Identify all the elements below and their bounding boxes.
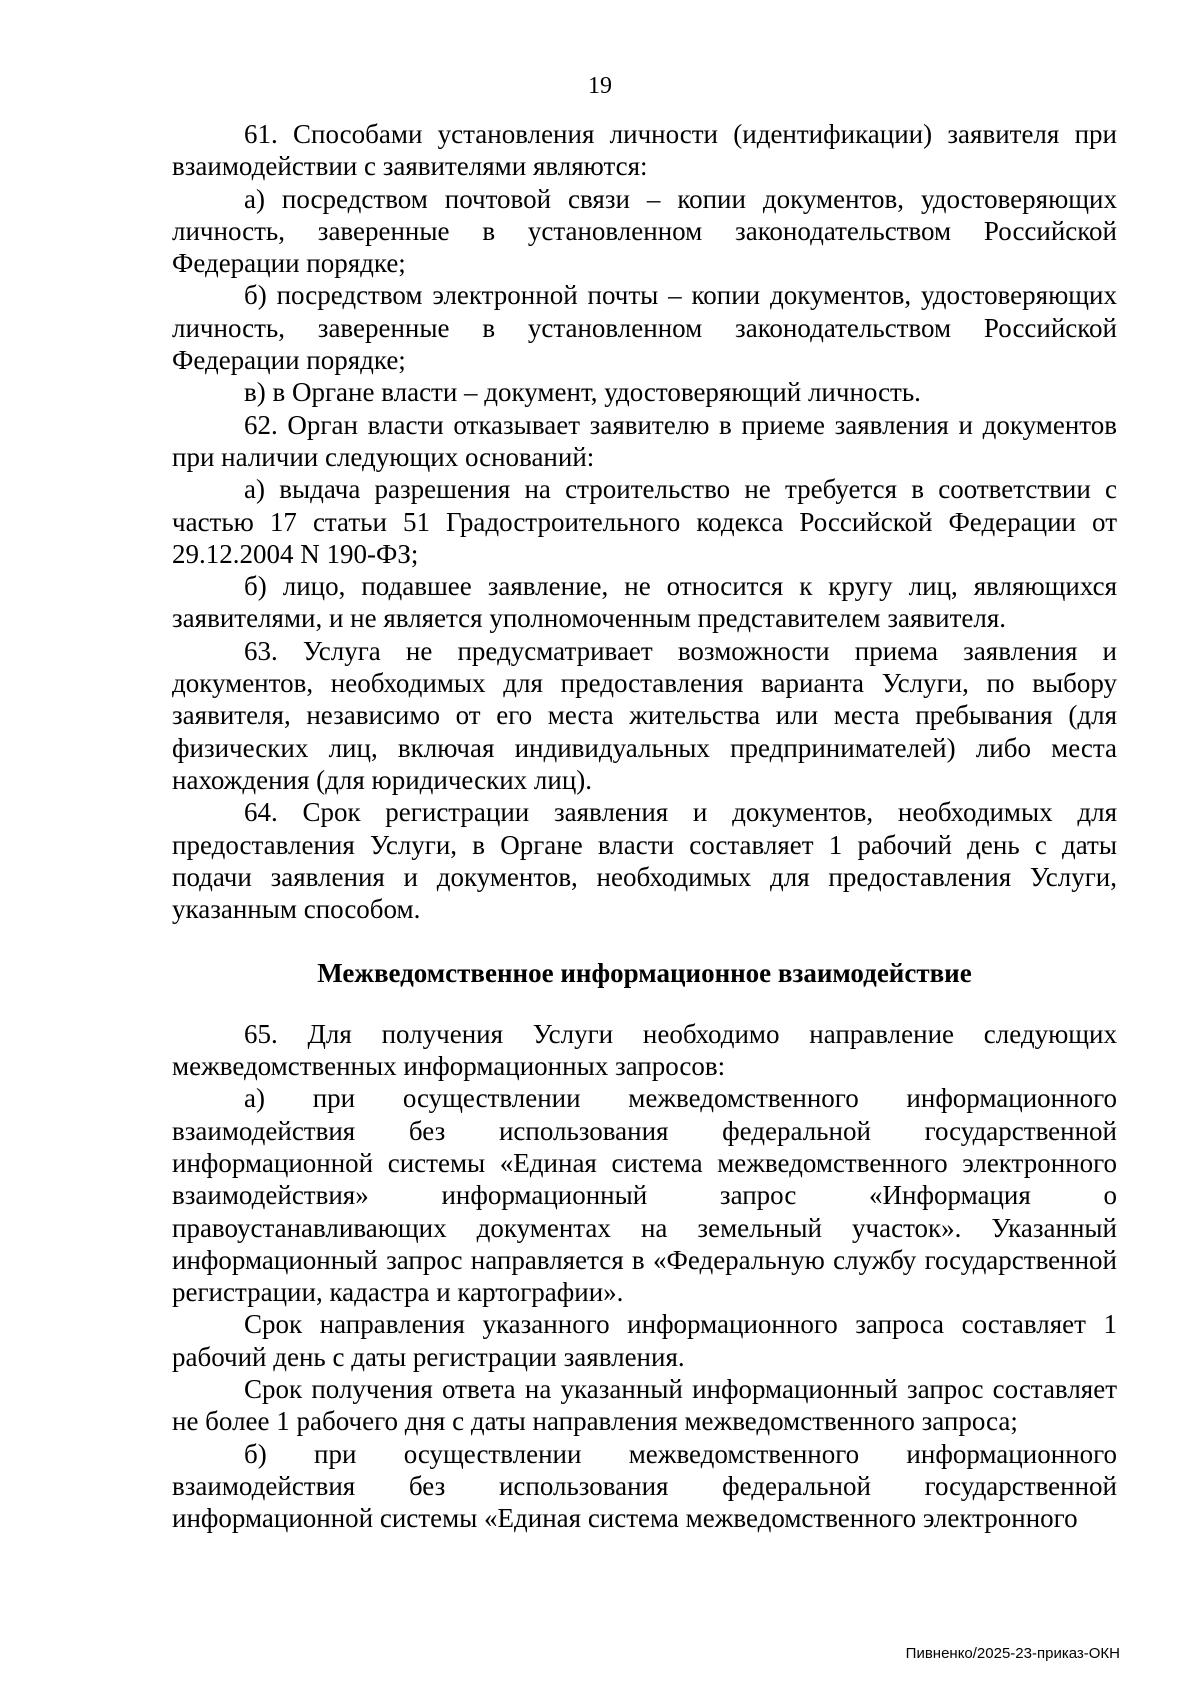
paragraph-61-v: в) в Органе власти – документ, удостоверяющий личность. <box>244 377 921 408</box>
page-number: 19 <box>588 73 612 99</box>
paragraph-62: 62. Орган власти отказывает заявителю в приеме заявления и документов при наличии следующих оснований: <box>172 409 1117 472</box>
paragraph-63: 63. Услуга не предусматривает возможности приема заявления и документов, необходимых для предоставления варианта Услуги, по выбору заявителя, независимо от его места жительства или места пребывания (для физических лиц, включая индивидуальных предпринимателей) либо места нахождения (для юридических лиц). <box>172 635 1117 795</box>
paragraph-65-b: б) при осуществлении межведомственного информационного взаимодействия без использования федеральной государственной информационной системы «Единая система межведомственного электронного <box>172 1438 1117 1534</box>
paragraph-65-a-term-receive: Срок получения ответа на указанный информационный запрос составляет не более 1 рабочего дня с даты направления межведомственного запроса; <box>172 1373 1117 1437</box>
paragraph-62-b: б) лицо, подавшее заявление, не относится к кругу лиц, являющихся заявителями, и не является уполномоченным представителем заявителя. <box>172 571 1117 634</box>
paragraph-64: 64. Срок регистрации заявления и документов, необходимых для предоставления Услуги, в Органе власти составляет 1 рабочий день с даты подачи заявления и документов, необходимых для предоставления Услуги, указанным способом. <box>172 797 1117 925</box>
paragraph-61-b: б) посредством электронной почты – копии документов, удостоверяющих личность, заверенные в установленном законодательством Российской Федерации порядке; <box>172 280 1117 376</box>
paragraph-62-a: а) выдача разрешения на строительство не требуется в соответствии с частью 17 статьи 51 Градостроительного кодекса Российской Федерации от 29.12.2004 N 190-ФЗ; <box>172 474 1117 569</box>
paragraph-61-a: а) посредством почтовой связи – копии документов, удостоверяющих личность, заверенные в установленном законодательством Российской Федерации порядке; <box>172 183 1117 279</box>
document-reference-code: Пивненко/2025-23-приказ-ОКН <box>905 1645 1120 1662</box>
paragraph-65-a-term-send: Срок направления указанного информационного запроса составляет 1 рабочий день с даты регистрации заявления. <box>172 1309 1117 1372</box>
section-heading: Межведомственное информационное взаимодействие <box>317 958 972 989</box>
paragraph-65-a: а) при осуществлении межведомственного информационного взаимодействия без использования федеральной государственной информационной системы «Единая система межведомственного электронного взаимодействия» информационный запрос «Информация о правоустанавливающих документах на земельный участок». Указанный информационный запрос направляется в «Федеральную службу государственной регистрации, кадастра и картографии». <box>172 1083 1117 1308</box>
paragraph-65: 65. Для получения Услуги необходимо направление следующих межведомственных информационных запросов: <box>172 1018 1117 1082</box>
paragraph-61: 61. Способами установления личности (идентификации) заявителя при взаимодействии с заявителями являются: <box>172 119 1117 182</box>
document-body <box>172 118 1117 1534</box>
